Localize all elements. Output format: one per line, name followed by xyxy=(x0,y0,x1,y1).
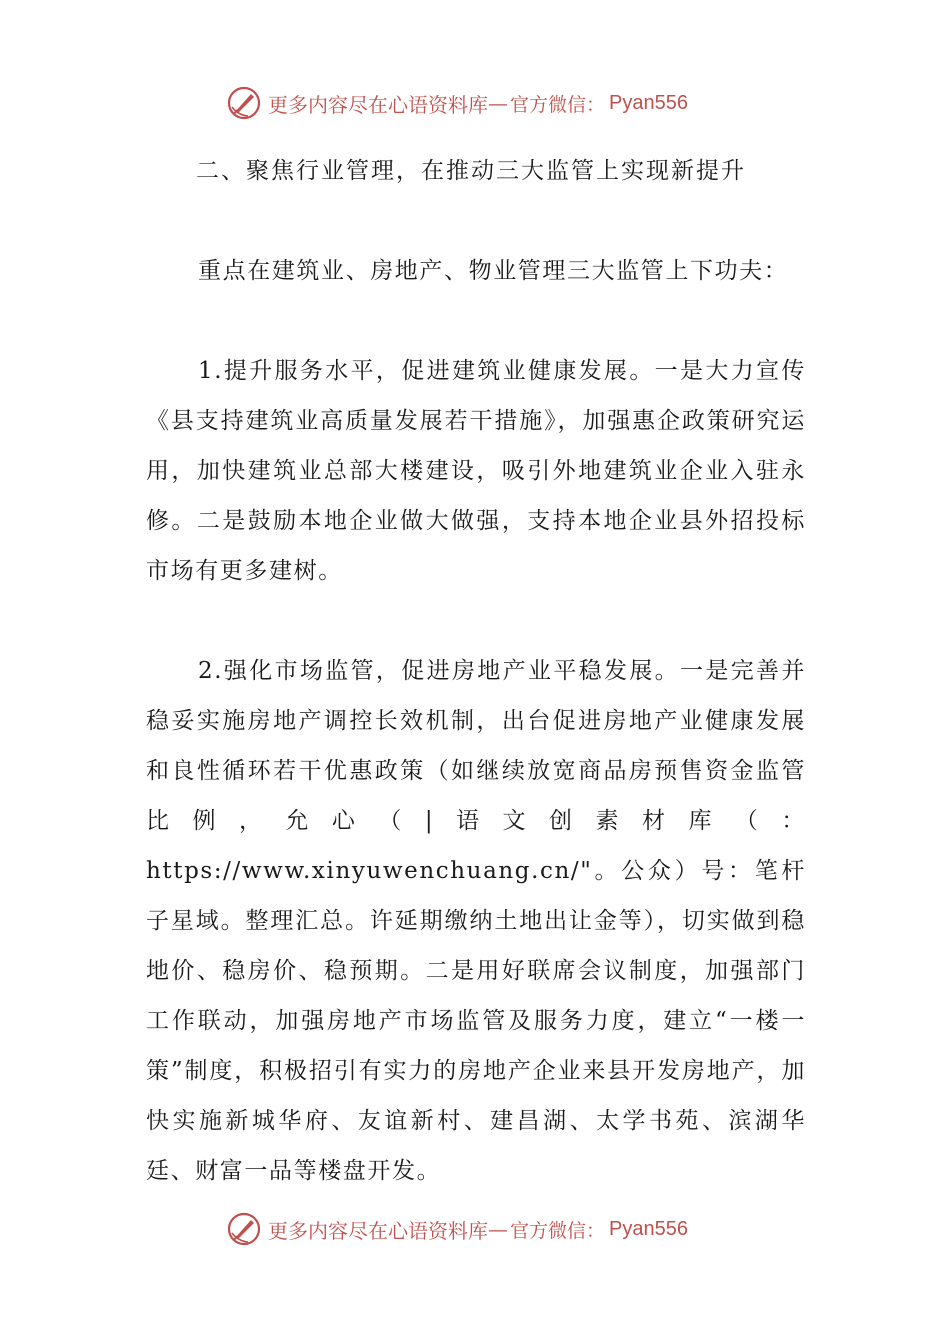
quill-logo-icon xyxy=(226,85,262,121)
watermark-wechat-id: Pyan556 xyxy=(609,1217,688,1240)
quill-logo-icon xyxy=(226,1211,262,1247)
watermark-wechat-id: Pyan556 xyxy=(609,91,688,114)
watermark-text: 更多内容尽在心语资料库 xyxy=(268,92,488,117)
document-body xyxy=(146,146,806,1246)
watermark-separator: — xyxy=(488,91,508,115)
section-heading: 二、聚焦行业管理，在推动三大监管上实现新提升 xyxy=(196,158,746,184)
watermark-label: 官方微信： xyxy=(510,93,606,116)
intro-paragraph: 重点在建筑业、房地产、物业管理三大监管上下功夫： xyxy=(198,258,789,284)
paragraph-2: 2.强化市场监管，促进房地产业平稳发展。一是完善并稳妥实施房地产调控长效机制，出台促进房地产业健康发展和良性循环若干优惠政策（如继续放宽商品房预售资金监管比例，允心（|语文创素材库（：https://www.xinyuwenchuang.cn/"。公众）号：笔杆子星域。整理汇总。许延期缴纳土地出让金等），切实做到稳地价、稳房价、稳预期。二是用好联席会议制度，加强部门工作联动，加强房地产市场监管及服务力度，建立“一楼一策”制度，积极招引有实力的房地产企业来县开发房地产，加快实施新城华府、友谊新村、建昌湖、太学书苑、滨湖华廷、财富一品等楼盘开发。 xyxy=(146,658,806,1184)
watermark-separator: — xyxy=(488,1217,508,1241)
paragraph-1: 1.提升服务水平，促进建筑业健康发展。一是大力宣传《县支持建筑业高质量发展若干措施》，加强惠企政策研究运用，加快建筑业总部大楼建设，吸引外地建筑业企业入驻永修。二是鼓励本地企业做大做强，支持本地企业县外招投标市场有更多建树。 xyxy=(146,358,806,584)
watermark-text: 更多内容尽在心语资料库 xyxy=(268,1218,488,1243)
header-watermark xyxy=(226,83,688,123)
footer-watermark xyxy=(226,1209,688,1249)
watermark-label: 官方微信： xyxy=(510,1219,606,1242)
